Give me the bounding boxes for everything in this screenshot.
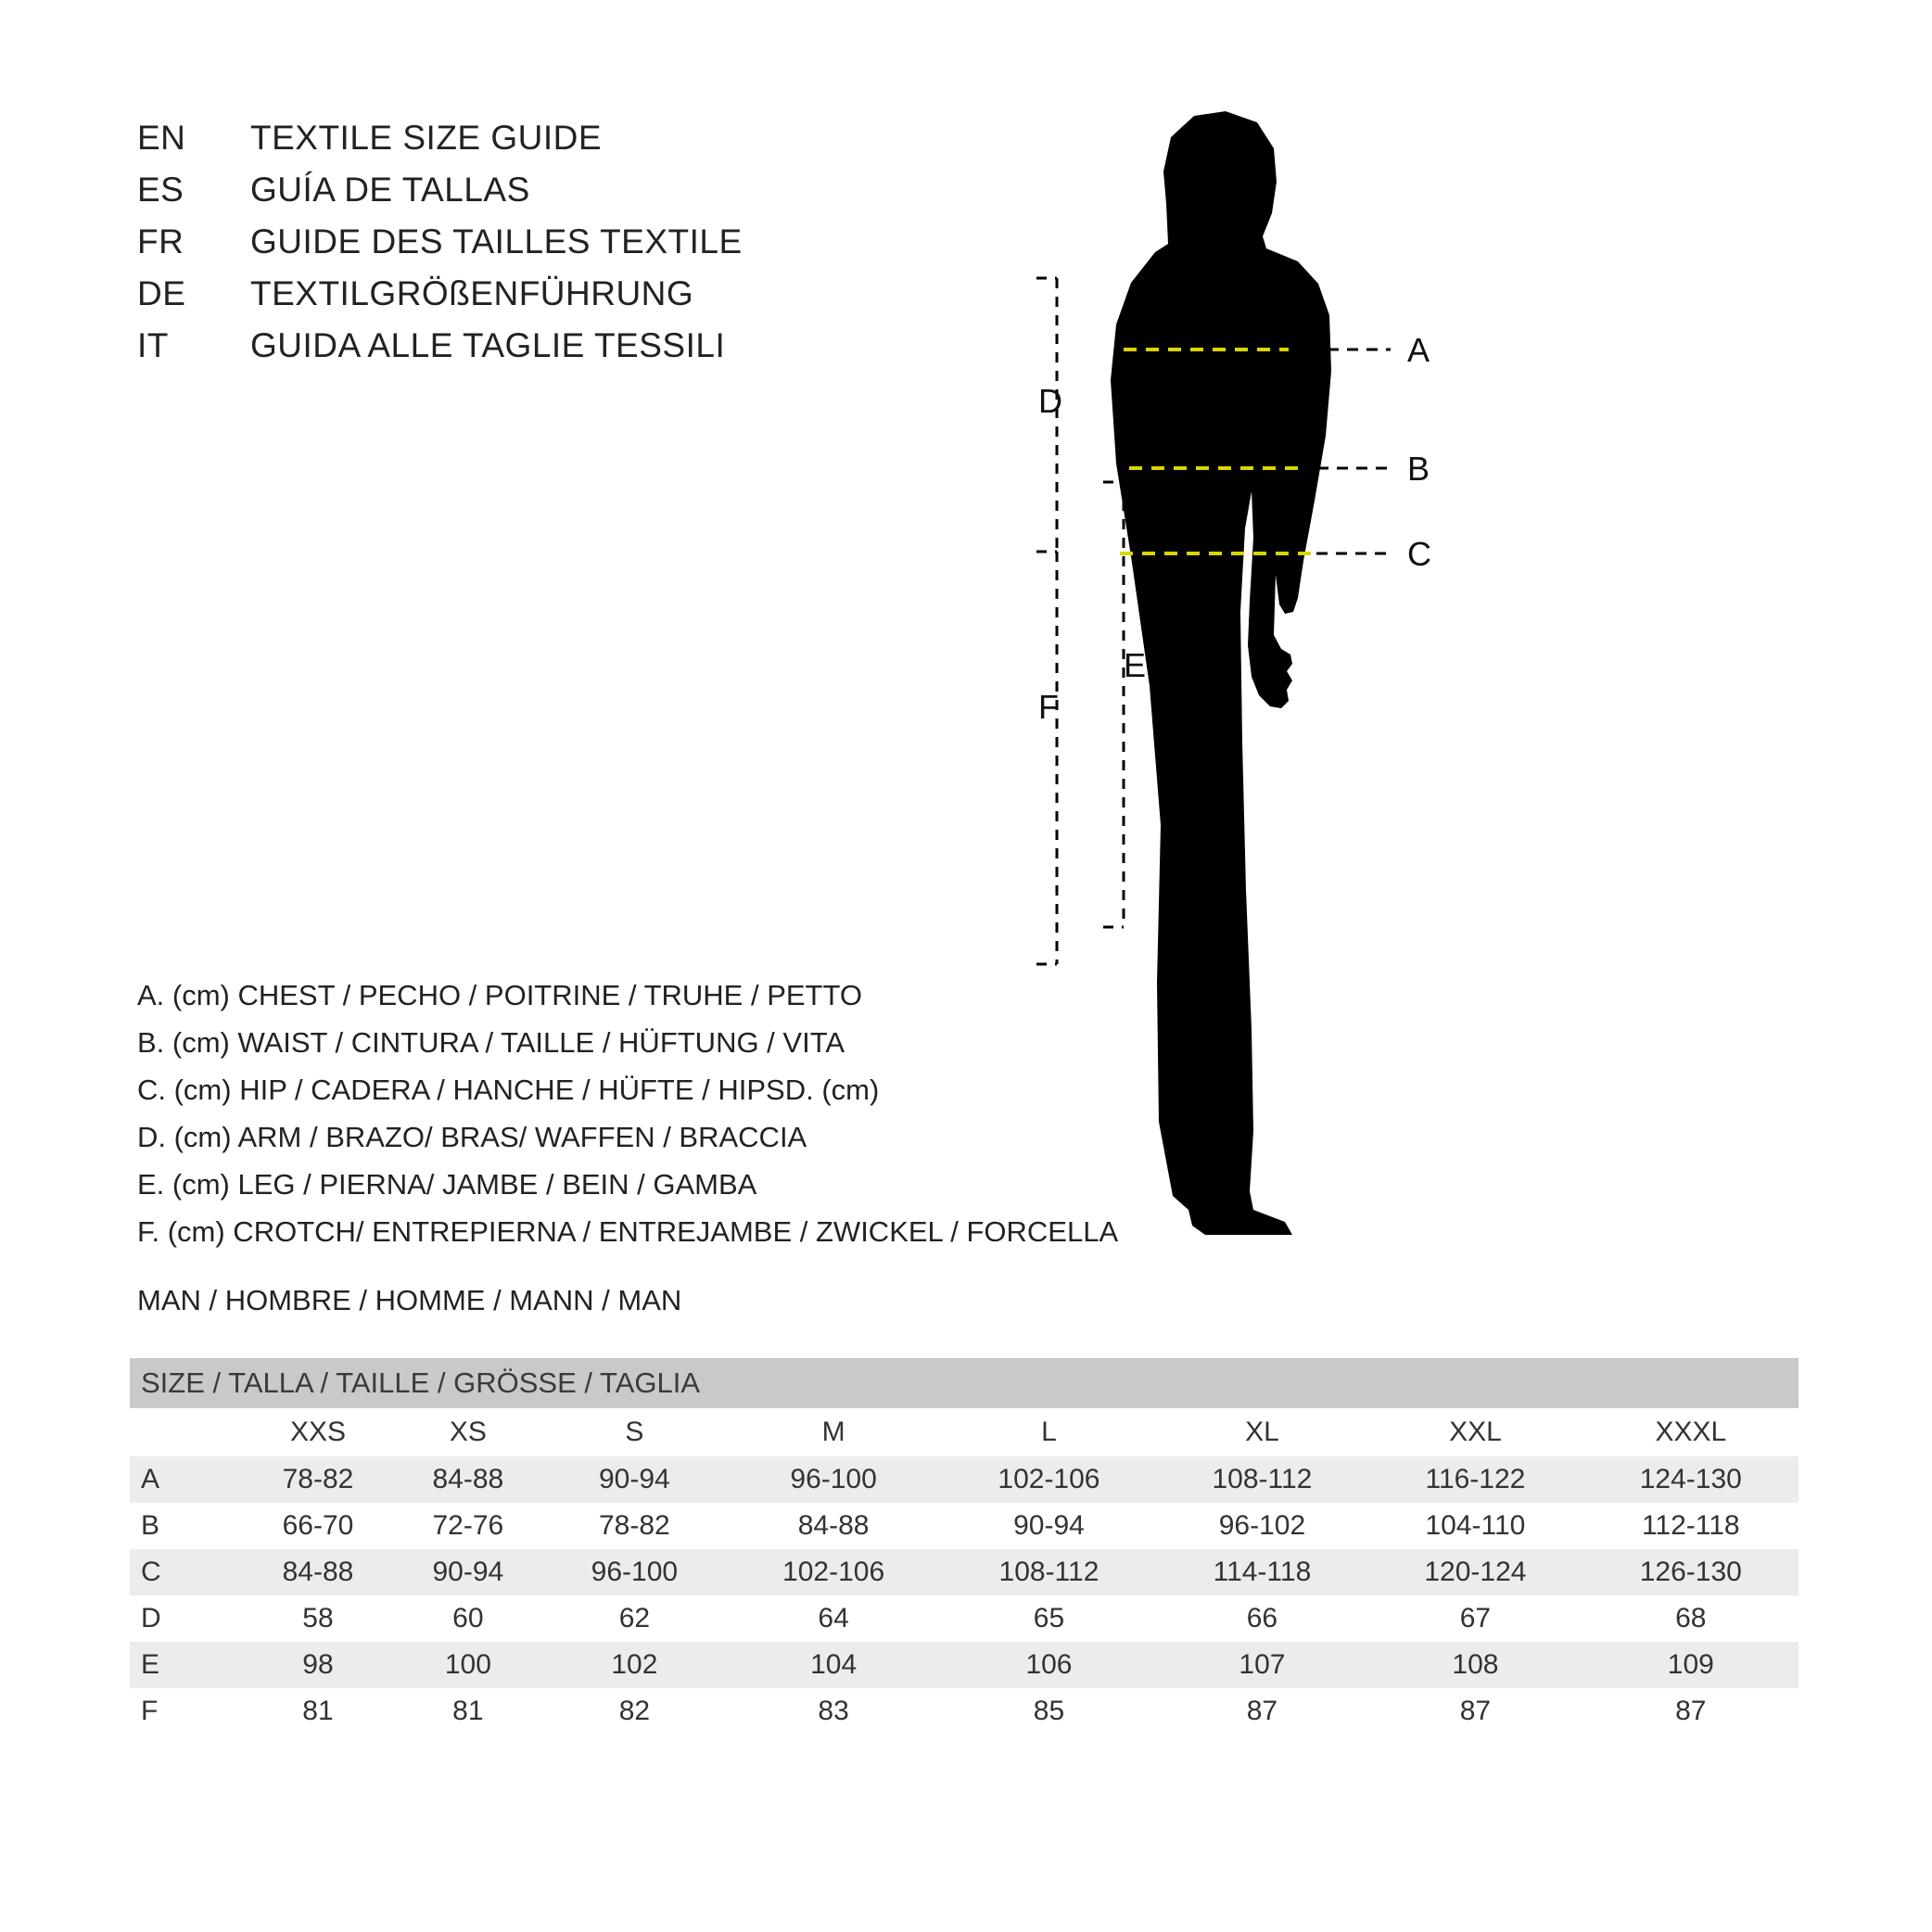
legend-item-d: D. (cm) ARM / BRAZO/ BRAS/ WAFFEN / BRACCIA (137, 1121, 807, 1153)
cell-d-l: 65 (941, 1595, 1156, 1642)
row-key-c: C (130, 1549, 243, 1595)
title-lang-fr: FR (137, 222, 184, 261)
bracket-f (1036, 552, 1057, 964)
label-a: A (1407, 331, 1430, 369)
cell-d-xl: 66 (1157, 1595, 1368, 1642)
cell-b-xxl: 104-110 (1367, 1503, 1582, 1549)
title-row (137, 171, 972, 222)
col-header-xxl: XXL (1367, 1408, 1582, 1456)
cell-e-s: 102 (543, 1642, 726, 1688)
cell-e-xs: 100 (393, 1642, 543, 1688)
cell-e-xxxl: 109 (1583, 1642, 1799, 1688)
title-lang-de: DE (137, 274, 186, 312)
cell-c-xs: 90-94 (393, 1549, 543, 1595)
cell-f-xxxl: 87 (1583, 1688, 1799, 1735)
cell-b-xxxl: 112-118 (1583, 1503, 1799, 1549)
cell-c-xxxl: 126-130 (1583, 1549, 1799, 1595)
table-row (130, 1688, 1799, 1735)
title-lang-en: EN (137, 119, 186, 157)
cell-d-xs: 60 (393, 1595, 543, 1642)
size-diagram (1020, 93, 1854, 1252)
title-text-de: TEXTILGRÖßENFÜHRUNG (250, 274, 694, 312)
title-text-it: GUIDA ALLE TAGLIE TESSILI (250, 326, 726, 364)
title-block (137, 119, 972, 378)
cell-d-xxs: 58 (243, 1595, 393, 1642)
cell-a-xs: 84-88 (393, 1456, 543, 1503)
title-text-en: TEXTILE SIZE GUIDE (250, 119, 603, 157)
gender-label: MAN / HOMBRE / HOMME / MANN / MAN (137, 1284, 682, 1316)
table-band-row (130, 1358, 1799, 1408)
bracket-e (1103, 482, 1124, 927)
legend-item-c: C. (cm) HIP / CADERA / HANCHE / HÜFTE / HIPSD. (cm) (137, 1074, 880, 1106)
col-header-xl: XL (1157, 1408, 1368, 1456)
cell-c-xxl: 120-124 (1367, 1549, 1582, 1595)
cell-e-m: 104 (726, 1642, 941, 1688)
cell-c-xl: 114-118 (1157, 1549, 1368, 1595)
legend-item-e: E. (cm) LEG / PIERNA/ JAMBE / BEIN / GAMBA (137, 1168, 757, 1201)
table-row (130, 1503, 1799, 1549)
legend-item-b: B. (cm) WAIST / CINTURA / TAILLE / HÜFTUNG / VITA (137, 1026, 845, 1059)
col-header-l: L (941, 1408, 1156, 1456)
row-key-f: F (130, 1688, 243, 1735)
row-key-d: D (130, 1595, 243, 1642)
table-row (130, 1456, 1799, 1503)
cell-b-m: 84-88 (726, 1503, 941, 1549)
cell-d-m: 64 (726, 1595, 941, 1642)
row-key-e: E (130, 1642, 243, 1688)
cell-e-xxs: 98 (243, 1642, 393, 1688)
size-table (130, 1358, 1799, 1735)
title-row (137, 326, 972, 378)
cell-a-l: 102-106 (941, 1456, 1156, 1503)
cell-d-xxl: 67 (1367, 1595, 1582, 1642)
col-header-xs: XS (393, 1408, 543, 1456)
cell-a-xxl: 116-122 (1367, 1456, 1582, 1503)
table-column-header-row (130, 1408, 1799, 1456)
table-row (130, 1595, 1799, 1642)
label-f: F (1038, 688, 1059, 726)
label-c: C (1407, 535, 1431, 573)
cell-b-xxs: 66-70 (243, 1503, 393, 1549)
cell-f-s: 82 (543, 1688, 726, 1735)
col-header-xxs: XXS (243, 1408, 393, 1456)
title-lang-es: ES (137, 171, 184, 209)
cell-f-m: 83 (726, 1688, 941, 1735)
cell-a-m: 96-100 (726, 1456, 941, 1503)
table-band-label: SIZE / TALLA / TAILLE / GRÖSSE / TAGLIA (130, 1358, 1799, 1408)
cell-c-s: 96-100 (543, 1549, 726, 1595)
cell-c-xxs: 84-88 (243, 1549, 393, 1595)
row-key-b: B (130, 1503, 243, 1549)
title-row (137, 119, 972, 171)
col-header-s: S (543, 1408, 726, 1456)
cell-a-xxs: 78-82 (243, 1456, 393, 1503)
table-corner-cell (130, 1408, 243, 1456)
legend-item-f: F. (cm) CROTCH/ ENTREPIERNA / ENTREJAMBE / ZWICKEL / FORCELLA (137, 1215, 1119, 1248)
label-e: E (1124, 646, 1147, 684)
cell-d-s: 62 (543, 1595, 726, 1642)
title-row (137, 222, 972, 274)
cell-b-s: 78-82 (543, 1503, 726, 1549)
table-row (130, 1642, 1799, 1688)
cell-c-l: 108-112 (941, 1549, 1156, 1595)
cell-f-xxl: 87 (1367, 1688, 1582, 1735)
cell-f-xl: 87 (1157, 1688, 1368, 1735)
cell-a-xl: 108-112 (1157, 1456, 1368, 1503)
title-text-es: GUÍA DE TALLAS (250, 171, 530, 209)
table-row (130, 1549, 1799, 1595)
cell-f-xxs: 81 (243, 1688, 393, 1735)
legend-item-a: A. (cm) CHEST / PECHO / POITRINE / TRUHE / PETTO (137, 979, 862, 1011)
cell-a-s: 90-94 (543, 1456, 726, 1503)
cell-f-xs: 81 (393, 1688, 543, 1735)
title-lang-it: IT (137, 326, 169, 364)
title-text-fr: GUIDE DES TAILLES TEXTILE (250, 222, 743, 261)
title-row (137, 274, 972, 326)
cell-e-xl: 107 (1157, 1642, 1368, 1688)
cell-c-m: 102-106 (726, 1549, 941, 1595)
cell-e-xxl: 108 (1367, 1642, 1582, 1688)
cell-f-l: 85 (941, 1688, 1156, 1735)
row-key-a: A (130, 1456, 243, 1503)
cell-b-xs: 72-76 (393, 1503, 543, 1549)
col-header-m: M (726, 1408, 941, 1456)
label-b: B (1407, 450, 1430, 488)
cell-b-xl: 96-102 (1157, 1503, 1368, 1549)
col-header-xxxl: XXXL (1583, 1408, 1799, 1456)
cell-b-l: 90-94 (941, 1503, 1156, 1549)
label-d: D (1038, 382, 1062, 420)
cell-d-xxxl: 68 (1583, 1595, 1799, 1642)
cell-e-l: 106 (941, 1642, 1156, 1688)
cell-a-xxxl: 124-130 (1583, 1456, 1799, 1503)
